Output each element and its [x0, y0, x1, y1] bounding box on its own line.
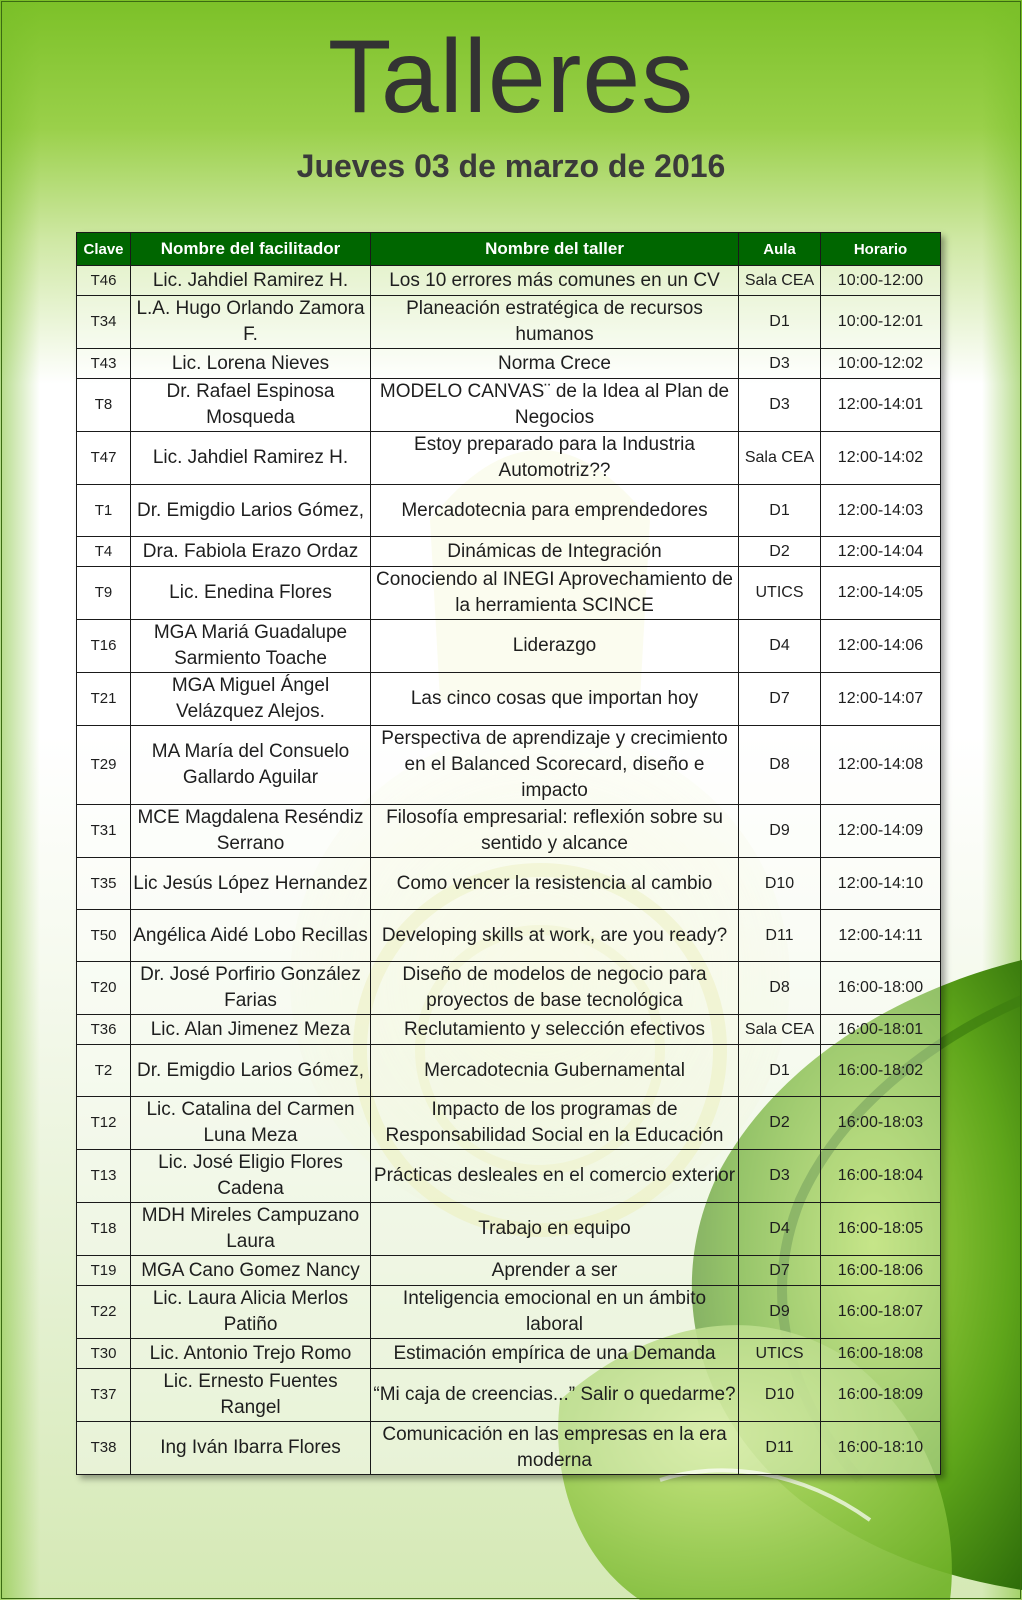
cell-facilitador: MA María del Consuelo Gallardo Aguilar [131, 726, 371, 805]
cell-facilitador: L.A. Hugo Orlando Zamora F. [131, 296, 371, 349]
cell-clave: T2 [77, 1045, 131, 1097]
cell-clave: T30 [77, 1339, 131, 1369]
cell-horario: 12:00-14:02 [821, 432, 941, 485]
cell-aula: D9 [739, 1286, 821, 1339]
cell-horario: 10:00-12:01 [821, 296, 941, 349]
cell-facilitador: Dr. José Porfirio González Farias [131, 962, 371, 1015]
cell-taller: Planeación estratégica de recursos humanos [371, 296, 739, 349]
cell-taller: Reclutamiento y selección efectivos [371, 1015, 739, 1045]
cell-taller: Prácticas desleales en el comercio exterior [371, 1150, 739, 1203]
workshops-table [76, 232, 941, 1475]
table-row [77, 962, 941, 1015]
cell-taller: “Mi caja de creencias...” Salir o quedarme? [371, 1369, 739, 1422]
cell-aula: D1 [739, 1045, 821, 1097]
cell-taller: Developing skills at work, are you ready? [371, 910, 739, 962]
cell-taller: Norma Crece [371, 349, 739, 379]
cell-taller: Conociendo al INEGI Aprovechamiento de la herramienta SCINCE [371, 567, 739, 620]
table-row [77, 1150, 941, 1203]
table-row [77, 266, 941, 296]
cell-clave: T20 [77, 962, 131, 1015]
cell-taller: Los 10 errores más comunes en un CV [371, 266, 739, 296]
cell-taller: Comunicación en las empresas en la era moderna [371, 1422, 739, 1475]
column-header-clave: Clave [77, 233, 131, 266]
cell-facilitador: Lic. José Eligio Flores Cadena [131, 1150, 371, 1203]
cell-aula: UTICS [739, 1339, 821, 1369]
table-row [77, 1015, 941, 1045]
cell-facilitador: Lic. Alan Jimenez Meza [131, 1015, 371, 1045]
cell-taller: Inteligencia emocional en un ámbito laboral [371, 1286, 739, 1339]
page-title: Talleres [327, 19, 695, 135]
cell-facilitador: Lic. Enedina Flores [131, 567, 371, 620]
cell-aula: D7 [739, 673, 821, 726]
cell-clave: T4 [77, 537, 131, 567]
cell-aula: Sala CEA [739, 432, 821, 485]
table-row [77, 673, 941, 726]
cell-taller: Liderazgo [371, 620, 739, 673]
cell-taller: Filosofía empresarial: reflexión sobre su sentido y alcance [371, 805, 739, 858]
cell-facilitador: Lic. Lorena Nieves [131, 349, 371, 379]
cell-aula: D9 [739, 805, 821, 858]
cell-taller: Mercadotecnia Gubernamental [371, 1045, 739, 1097]
cell-facilitador: MCE Magdalena Reséndiz Serrano [131, 805, 371, 858]
cell-facilitador: MGA Cano Gomez Nancy [131, 1256, 371, 1286]
table-row [77, 1203, 941, 1256]
cell-taller: Impacto de los programas de Responsabilidad Social en la Educación [371, 1097, 739, 1150]
cell-horario: 10:00-12:00 [821, 266, 941, 296]
table-row [77, 1045, 941, 1097]
cell-aula: D8 [739, 726, 821, 805]
cell-clave: T12 [77, 1097, 131, 1150]
cell-facilitador: Lic Jesús López Hernandez [131, 858, 371, 910]
table-row [77, 567, 941, 620]
table-row [77, 1422, 941, 1475]
cell-horario: 12:00-14:08 [821, 726, 941, 805]
cell-clave: T50 [77, 910, 131, 962]
cell-aula: D1 [739, 296, 821, 349]
cell-horario: 16:00-18:08 [821, 1339, 941, 1369]
cell-facilitador: Lic. Antonio Trejo Romo [131, 1339, 371, 1369]
cell-facilitador: MGA Mariá Guadalupe Sarmiento Toache [131, 620, 371, 673]
cell-clave: T36 [77, 1015, 131, 1045]
cell-facilitador: Ing Iván Ibarra Flores [131, 1422, 371, 1475]
cell-horario: 12:00-14:04 [821, 537, 941, 567]
cell-clave: T46 [77, 266, 131, 296]
cell-clave: T13 [77, 1150, 131, 1203]
cell-aula: Sala CEA [739, 266, 821, 296]
cell-horario: 16:00-18:07 [821, 1286, 941, 1339]
table-row [77, 296, 941, 349]
cell-aula: Sala CEA [739, 1015, 821, 1045]
cell-clave: T37 [77, 1369, 131, 1422]
cell-clave: T35 [77, 858, 131, 910]
cell-clave: T19 [77, 1256, 131, 1286]
table-row [77, 349, 941, 379]
table-row [77, 1097, 941, 1150]
cell-horario: 12:00-14:06 [821, 620, 941, 673]
cell-aula: D3 [739, 379, 821, 432]
cell-clave: T47 [77, 432, 131, 485]
cell-facilitador: MGA Miguel Ángel Velázquez Alejos. [131, 673, 371, 726]
cell-horario: 16:00-18:04 [821, 1150, 941, 1203]
cell-clave: T9 [77, 567, 131, 620]
cell-clave: T22 [77, 1286, 131, 1339]
cell-clave: T1 [77, 485, 131, 537]
table-row [77, 910, 941, 962]
table-row [77, 726, 941, 805]
cell-facilitador: Dra. Fabiola Erazo Ordaz [131, 537, 371, 567]
cell-facilitador: Lic. Jahdiel Ramirez H. [131, 266, 371, 296]
cell-taller: Como vencer la resistencia al cambio [371, 858, 739, 910]
cell-aula: D8 [739, 962, 821, 1015]
column-header-facilitador: Nombre del facilitador [131, 233, 371, 266]
cell-taller: Las cinco cosas que importan hoy [371, 673, 739, 726]
cell-taller: Mercadotecnia para emprendedores [371, 485, 739, 537]
cell-aula: D2 [739, 537, 821, 567]
cell-aula: D4 [739, 1203, 821, 1256]
cell-horario: 16:00-18:01 [821, 1015, 941, 1045]
cell-facilitador: Angélica Aidé Lobo Recillas [131, 910, 371, 962]
table-row [77, 1256, 941, 1286]
cell-horario: 12:00-14:09 [821, 805, 941, 858]
cell-clave: T38 [77, 1422, 131, 1475]
cell-aula: UTICS [739, 567, 821, 620]
cell-facilitador: Lic. Catalina del Carmen Luna Meza [131, 1097, 371, 1150]
cell-aula: D3 [739, 1150, 821, 1203]
cell-clave: T43 [77, 349, 131, 379]
table-header-row [77, 233, 941, 266]
cell-taller: Estoy preparado para la Industria Automotriz?? [371, 432, 739, 485]
cell-facilitador: MDH Mireles Campuzano Laura [131, 1203, 371, 1256]
cell-horario: 16:00-18:05 [821, 1203, 941, 1256]
column-header-aula: Aula [739, 233, 821, 266]
cell-taller: Dinámicas de Integración [371, 537, 739, 567]
column-header-taller: Nombre del taller [371, 233, 739, 266]
cell-horario: 12:00-14:01 [821, 379, 941, 432]
cell-aula: D1 [739, 485, 821, 537]
table-row [77, 1369, 941, 1422]
cell-aula: D3 [739, 349, 821, 379]
cell-clave: T21 [77, 673, 131, 726]
cell-facilitador: Lic. Ernesto Fuentes Rangel [131, 1369, 371, 1422]
table-row [77, 805, 941, 858]
cell-horario: 16:00-18:03 [821, 1097, 941, 1150]
cell-facilitador: Lic. Jahdiel Ramirez H. [131, 432, 371, 485]
cell-facilitador: Dr. Rafael Espinosa Mosqueda [131, 379, 371, 432]
cell-horario: 16:00-18:09 [821, 1369, 941, 1422]
cell-taller: MODELO CANVAS¨ de la Idea al Plan de Negocios [371, 379, 739, 432]
cell-horario: 12:00-14:11 [821, 910, 941, 962]
cell-horario: 12:00-14:10 [821, 858, 941, 910]
cell-taller: Diseño de modelos de negocio para proyectos de base tecnológica [371, 962, 739, 1015]
cell-horario: 12:00-14:05 [821, 567, 941, 620]
cell-aula: D11 [739, 910, 821, 962]
table-row [77, 620, 941, 673]
cell-facilitador: Dr. Emigdio Larios Gómez, [131, 485, 371, 537]
cell-aula: D10 [739, 1369, 821, 1422]
table-row [77, 537, 941, 567]
table-row [77, 485, 941, 537]
cell-clave: T34 [77, 296, 131, 349]
cell-horario: 12:00-14:03 [821, 485, 941, 537]
table-row [77, 1339, 941, 1369]
cell-horario: 16:00-18:02 [821, 1045, 941, 1097]
table-row [77, 1286, 941, 1339]
cell-aula: D2 [739, 1097, 821, 1150]
cell-facilitador: Dr. Emigdio Larios Gómez, [131, 1045, 371, 1097]
cell-facilitador: Lic. Laura Alicia Merlos Patiño [131, 1286, 371, 1339]
table-row [77, 432, 941, 485]
table-row [77, 858, 941, 910]
page-subtitle-date: Jueves 03 de marzo de 2016 [296, 148, 726, 184]
cell-aula: D10 [739, 858, 821, 910]
cell-horario: 16:00-18:06 [821, 1256, 941, 1286]
cell-clave: T8 [77, 379, 131, 432]
cell-aula: D4 [739, 620, 821, 673]
cell-clave: T31 [77, 805, 131, 858]
cell-clave: T18 [77, 1203, 131, 1256]
cell-horario: 12:00-14:07 [821, 673, 941, 726]
cell-taller: Perspectiva de aprendizaje y crecimiento en el Balanced Scorecard, diseño e impacto [371, 726, 739, 805]
cell-taller: Estimación empírica de una Demanda [371, 1339, 739, 1369]
cell-aula: D11 [739, 1422, 821, 1475]
cell-taller: Trabajo en equipo [371, 1203, 739, 1256]
cell-horario: 10:00-12:02 [821, 349, 941, 379]
cell-clave: T16 [77, 620, 131, 673]
cell-horario: 16:00-18:00 [821, 962, 941, 1015]
column-header-horario: Horario [821, 233, 941, 266]
cell-aula: D7 [739, 1256, 821, 1286]
cell-taller: Aprender a ser [371, 1256, 739, 1286]
cell-horario: 16:00-18:10 [821, 1422, 941, 1475]
table-row [77, 379, 941, 432]
cell-clave: T29 [77, 726, 131, 805]
